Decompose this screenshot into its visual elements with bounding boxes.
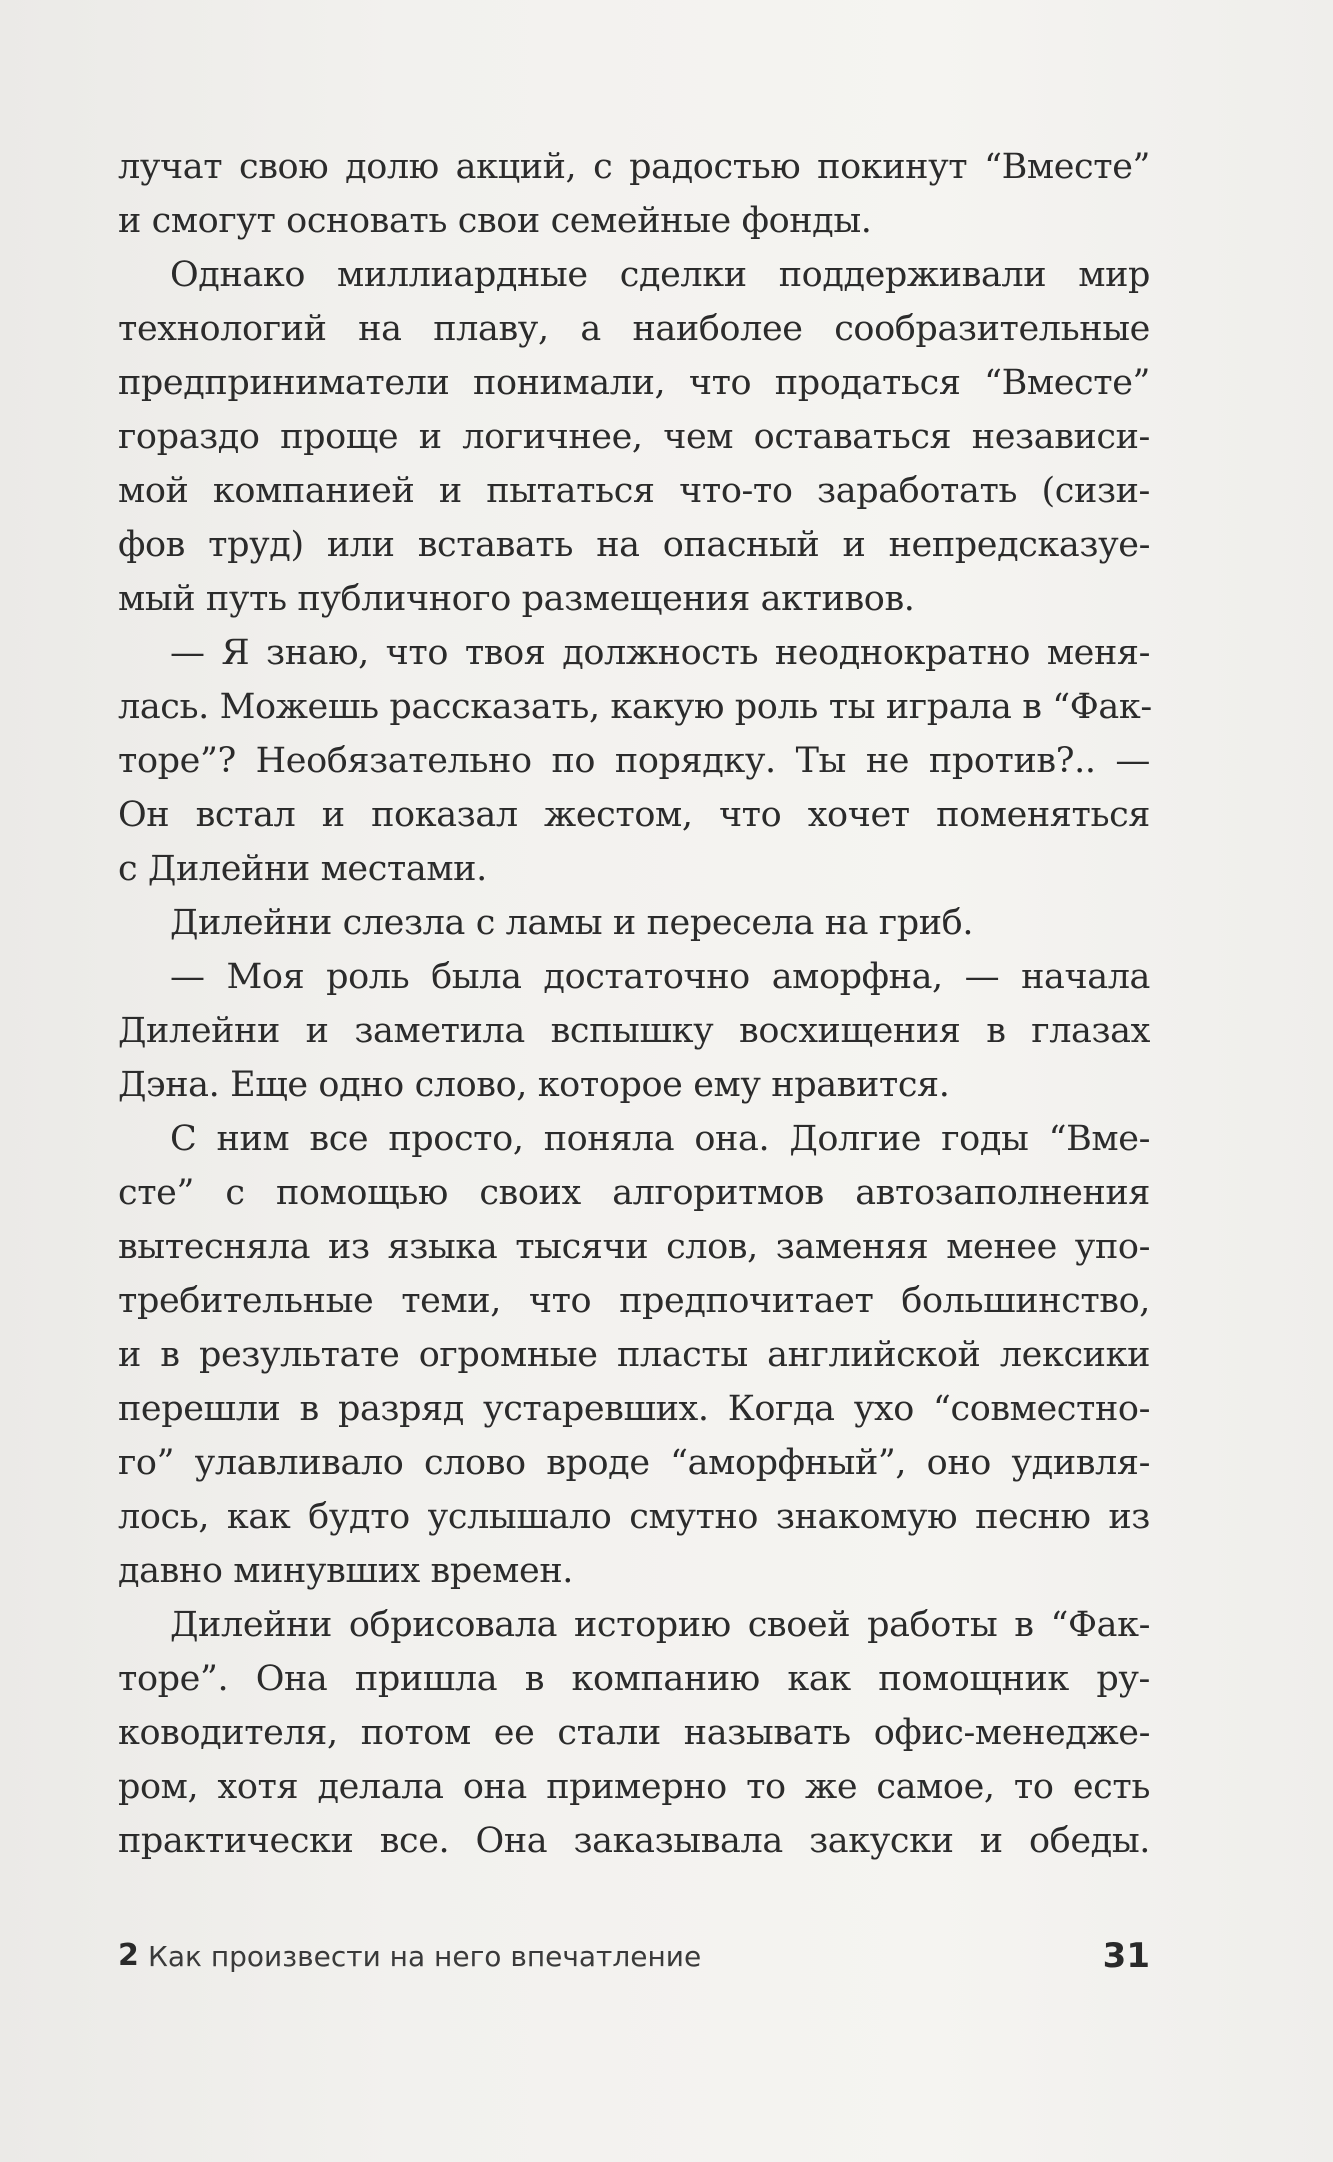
- text-line: практически все. Она заказывала закуски и обеды.: [118, 1821, 1150, 1861]
- text-line: предприниматели понимали, что продаться “Вместе”: [118, 363, 1150, 403]
- text-line: с Дилейни местами.: [118, 849, 487, 889]
- text-line: С ним все просто, поняла она. Долгие годы “Вме-: [170, 1119, 1150, 1159]
- page-number: 31: [1102, 1936, 1150, 1976]
- chapter-number: 2: [118, 1938, 139, 1973]
- text-line: и в результате огромные пласты английской лексики: [118, 1335, 1150, 1375]
- text-line: Дилейни и заметила вспышку восхищения в глазах: [118, 1011, 1150, 1051]
- text-line: и смогут основать свои семейные фонды.: [118, 201, 872, 241]
- body-text: [118, 140, 1150, 1868]
- page-footer: [118, 1938, 1150, 1986]
- paragraph-4: [118, 896, 1150, 950]
- text-line: фов труд) или вставать на опасный и непредсказуе-: [118, 525, 1150, 565]
- chapter-title: Как произвести на него впечатление: [148, 1940, 702, 1973]
- text-line: торе”? Необязательно по порядку. Ты не против?.. —: [118, 741, 1150, 781]
- paragraph-5: [118, 950, 1150, 1112]
- text-line: ководителя, потом ее стали называть офис-менедже-: [118, 1713, 1150, 1753]
- text-line: перешли в разряд устаревших. Когда ухо “совместно-: [118, 1389, 1150, 1429]
- paragraph-7: [118, 1598, 1150, 1868]
- text-line: лась. Можешь рассказать, какую роль ты играла в “Фак-: [118, 687, 1152, 727]
- paragraph-3: [118, 626, 1150, 896]
- paragraph-6: [118, 1112, 1150, 1598]
- text-line: вытесняла из языка тысячи слов, заменяя менее упо-: [118, 1227, 1150, 1267]
- paragraph-2: [118, 248, 1150, 626]
- text-line: гораздо проще и логичнее, чем оставаться независи-: [118, 417, 1150, 457]
- text-line: го” улавливало слово вроде “аморфный”, оно удивля-: [118, 1443, 1150, 1483]
- text-line: лучат свою долю акций, с радостью покинут “Вместе”: [118, 147, 1150, 187]
- text-line: торе”. Она пришла в компанию как помощник ру-: [118, 1659, 1150, 1699]
- text-line: Однако миллиардные сделки поддерживали мир: [170, 255, 1150, 295]
- text-line: — Я знаю, что твоя должность неоднократно меня-: [170, 633, 1150, 673]
- text-line: лось, как будто услышало смутно знакомую песню из: [118, 1497, 1150, 1537]
- paragraph-1: [118, 140, 1150, 248]
- text-line: Дилейни обрисовала историю своей работы в “Фак-: [170, 1605, 1150, 1645]
- text-line: сте” с помощью своих алгоритмов автозаполнения: [118, 1173, 1150, 1213]
- text-line: требительные теми, что предпочитает большинство,: [118, 1281, 1150, 1321]
- text-line: ром, хотя делала она примерно то же самое, то есть: [118, 1767, 1150, 1807]
- text-line: — Моя роль была достаточно аморфна, — начала: [170, 957, 1150, 997]
- text-line: технологий на плаву, а наиболее сообразительные: [118, 309, 1150, 349]
- text-line: мый путь публичного размещения активов.: [118, 579, 915, 619]
- text-line: Дэна. Еще одно слово, которое ему нравится.: [118, 1065, 950, 1105]
- text-line: Дилейни слезла с ламы и пересела на гриб.: [170, 903, 974, 943]
- text-line: мой компанией и пытаться что-то заработать (сизи-: [118, 471, 1150, 511]
- text-line: давно минувших времен.: [118, 1551, 573, 1591]
- text-line: Он встал и показал жестом, что хочет поменяться: [118, 795, 1150, 835]
